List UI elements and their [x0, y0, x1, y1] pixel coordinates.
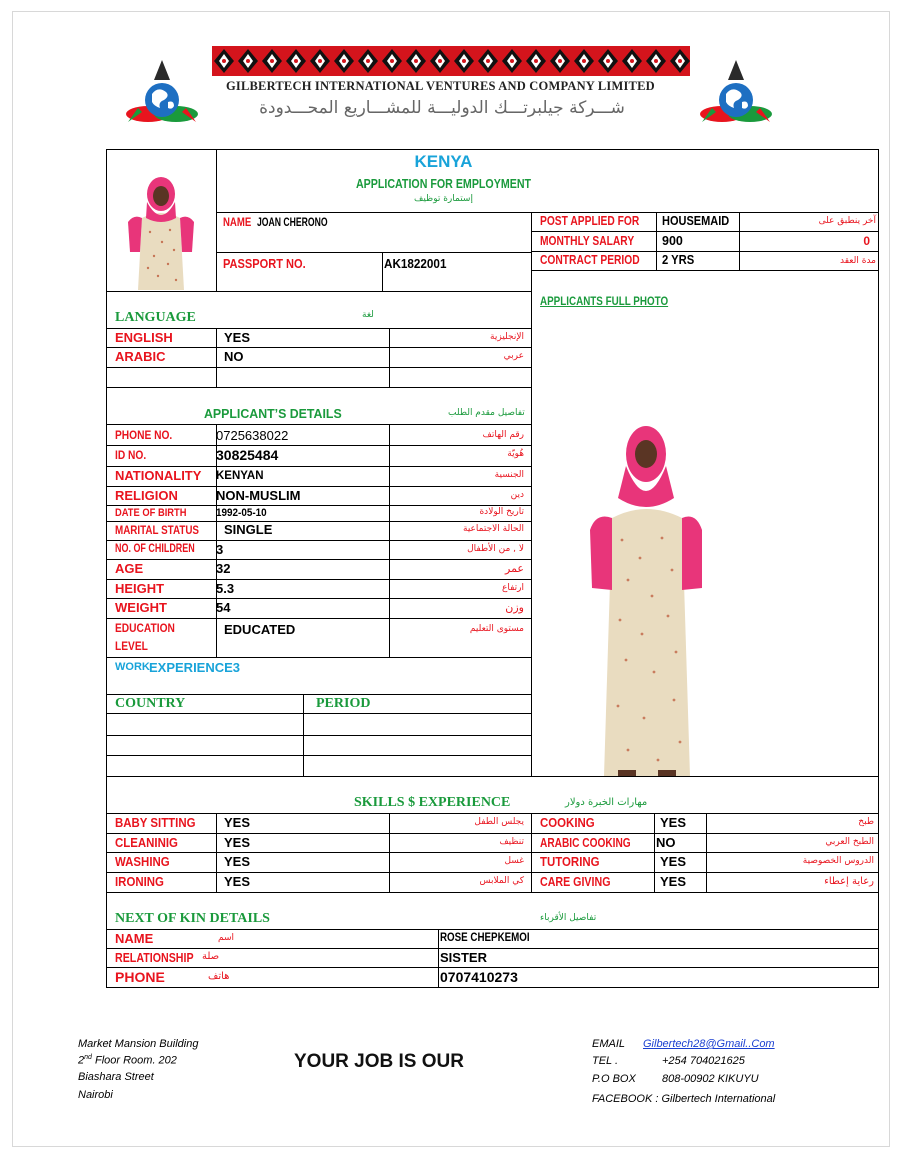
skills-title: SKILLS $ EXPERIENCE — [354, 795, 511, 810]
kin-relationship-value: SISTER — [440, 950, 487, 965]
children-label: NO. OF CHILDREN — [115, 543, 195, 555]
skill-right-4-ar: رعاية إعطاء — [824, 876, 874, 887]
id-value: 30825484 — [216, 447, 279, 463]
footer-email-link[interactable]: Gilbertech28@Gmail..Com — [643, 1038, 775, 1050]
contract-value: 2 YRS — [662, 253, 695, 267]
height-ar: ارتفاع — [501, 583, 524, 593]
marital-value: SINGLE — [224, 522, 273, 537]
work-label-1: WORK — [115, 661, 150, 673]
education-value: EDUCATED — [224, 622, 296, 637]
kin-phone-label: PHONE — [115, 969, 165, 985]
nationality-value: KENYAN — [216, 470, 264, 482]
height-value: 5.3 — [216, 581, 235, 596]
contract-ar: مدة العقد — [840, 256, 876, 266]
skill-right-1-label: COOKING — [540, 815, 595, 830]
company-name-en: GILBERTECH INTERNATIONAL VENTURES AND COMPANY LIMITED — [226, 79, 655, 93]
nationality-label: NATIONALITY — [115, 468, 202, 483]
post-value: HOUSEMAID — [662, 214, 730, 228]
weight-value: 54 — [216, 600, 231, 615]
nationality-ar: الجنسية — [494, 470, 524, 480]
weight-label: WEIGHT — [115, 600, 167, 615]
kin-title-ar: تفاصيل الأقرباء — [540, 913, 597, 923]
applicant-name: JOAN CHERONO — [257, 215, 328, 229]
phone-ar: رقم الهاتف — [482, 430, 524, 440]
skill-right-2-label: ARABIC COOKING — [540, 835, 631, 850]
language-title: LANGUAGE — [115, 310, 196, 325]
full-body-photo — [582, 420, 710, 776]
kin-name-ar: اسم — [218, 933, 235, 943]
education-ar: مستوى التعليم — [469, 624, 524, 634]
children-value: 3 — [216, 542, 224, 557]
footer-facebook: FACEBOOK : Gilbertech International — [592, 1093, 776, 1105]
age-label: AGE — [115, 561, 144, 576]
english-label: ENGLISH — [115, 330, 173, 345]
post-ar: آخر ينطبق على — [818, 216, 876, 226]
full-photo-label: APPLICANTS FULL PHOTO — [540, 294, 669, 308]
religion-value: NON-MUSLIM — [216, 488, 301, 503]
skill-left-2-ar: تنظيف — [499, 837, 524, 847]
skill-left-2-label: CLEANINIG — [115, 835, 178, 850]
skill-right-4-value: YES — [660, 874, 687, 889]
dob-value: 1992-05-10 — [216, 507, 267, 519]
skill-left-1-label: BABY SITTING — [115, 815, 196, 830]
arabic-value: NO — [224, 349, 244, 364]
dob-label: DATE OF BIRTH — [115, 507, 187, 519]
skill-left-3-value: YES — [224, 854, 251, 869]
language-title-ar: لغة — [362, 310, 374, 320]
skill-left-2-value: YES — [224, 835, 251, 850]
english-ar: الإنجليزية — [490, 332, 524, 342]
phone-value: 0725638022 — [216, 428, 289, 443]
kin-relationship-label: RELATIONSHIP — [115, 950, 194, 965]
education-label-1: EDUCATION — [115, 621, 175, 635]
company-name-ar: شـــركة جيلبرتـــك الدوليـــة للمشـــاريع المحـــدودة — [259, 98, 625, 118]
english-value: YES — [224, 330, 251, 345]
salary-ar: 0 — [863, 234, 870, 248]
footer-address-3: Biashara Street — [78, 1071, 154, 1083]
skill-left-1-value: YES — [224, 815, 251, 830]
passport-photo — [118, 172, 204, 290]
marital-ar: الحالة الاجتماعية — [463, 524, 524, 534]
kin-relationship-ar: صلة — [202, 951, 220, 962]
skill-right-4-label: CARE GIVING — [540, 874, 611, 889]
form-title-ar: إستمارة توظيف — [414, 194, 473, 204]
skill-right-3-value: YES — [660, 854, 687, 869]
passport-label: PASSPORT NO. — [223, 256, 306, 271]
skill-right-3-ar: الدروس الخصوصية — [802, 856, 874, 866]
skill-right-3-label: TUTORING — [540, 854, 600, 869]
education-label-2: LEVEL — [115, 639, 148, 653]
skill-left-4-label: IRONING — [115, 874, 164, 889]
footer-address-2: 2nd Floor Room. 202 — [78, 1054, 177, 1067]
salary-value: 900 — [662, 234, 683, 248]
footer-slogan: YOUR JOB IS OUR — [294, 1051, 464, 1072]
decorative-banner — [212, 46, 690, 76]
arabic-ar: عربي — [503, 351, 524, 361]
footer-tel-value: +254 704021625 — [662, 1055, 745, 1067]
skill-right-2-ar: الطبخ العربي — [825, 837, 874, 847]
children-ar: لا , من الأطفال — [467, 544, 524, 554]
passport-number: AK1822001 — [384, 256, 447, 271]
kin-name-label: NAME — [115, 931, 154, 946]
skill-right-1-ar: طبخ — [858, 817, 874, 827]
phone-label: PHONE NO. — [115, 428, 173, 442]
skill-left-4-value: YES — [224, 874, 251, 889]
footer-address-4: Nairobi — [78, 1089, 113, 1101]
weight-ar: وزن — [505, 601, 524, 614]
age-ar: عمر — [505, 562, 524, 575]
kin-title: NEXT OF KIN DETAILS — [115, 911, 270, 926]
skill-left-4-ar: كي الملابس — [479, 876, 524, 886]
skill-right-1-value: YES — [660, 815, 687, 830]
name-label: NAME — [223, 215, 252, 229]
religion-ar: دين — [510, 490, 524, 500]
footer-tel-label: TEL . — [592, 1055, 619, 1067]
skill-left-1-ar: يجلس الطفل — [474, 817, 524, 827]
post-label: POST APPLIED FOR — [540, 214, 640, 228]
kin-name-value: ROSE CHEPKEMOI — [440, 932, 530, 944]
country-title: KENYA — [414, 152, 473, 171]
period-header: PERIOD — [316, 696, 371, 711]
skill-left-3-label: WASHING — [115, 854, 170, 869]
details-title: APPLICANT’S DETAILS — [204, 406, 342, 421]
form-title: APPLICATION FOR EMPLOYMENT — [355, 176, 532, 191]
footer-email-label: EMAIL — [592, 1038, 626, 1050]
skills-title-ar: مهارات الخبرة دولار — [565, 797, 648, 808]
marital-label: MARITAL STATUS — [115, 523, 199, 537]
age-value: 32 — [216, 561, 231, 576]
details-title-ar: تفاصيل مقدم الطلب — [448, 408, 525, 418]
kin-phone-value: 0707410273 — [440, 969, 518, 985]
religion-label: RELIGION — [115, 488, 178, 503]
id-label: ID NO. — [115, 448, 147, 462]
footer-address-1: Market Mansion Building — [78, 1038, 199, 1050]
country-header: COUNTRY — [115, 696, 186, 711]
arabic-label: ARABIC — [115, 349, 166, 364]
height-label: HEIGHT — [115, 581, 165, 596]
company-logo-right — [692, 56, 780, 136]
dob-ar: تاريخ الولادة — [479, 507, 524, 517]
salary-label: MONTHLY SALARY — [540, 234, 635, 248]
footer-pobox-label: P.O BOX — [592, 1073, 636, 1085]
footer-pobox-value: 808-00902 KIKUYU — [662, 1073, 759, 1085]
skill-left-3-ar: غسل — [504, 856, 524, 866]
contract-label: CONTRACT PERIOD — [540, 253, 640, 267]
work-label-2: EXPERIENCE3 — [149, 660, 241, 675]
skill-right-2-value: NO — [656, 835, 676, 850]
company-logo-left — [118, 56, 206, 136]
id-ar: هُويّة — [507, 449, 524, 459]
kin-phone-ar: هاتف — [208, 971, 230, 982]
